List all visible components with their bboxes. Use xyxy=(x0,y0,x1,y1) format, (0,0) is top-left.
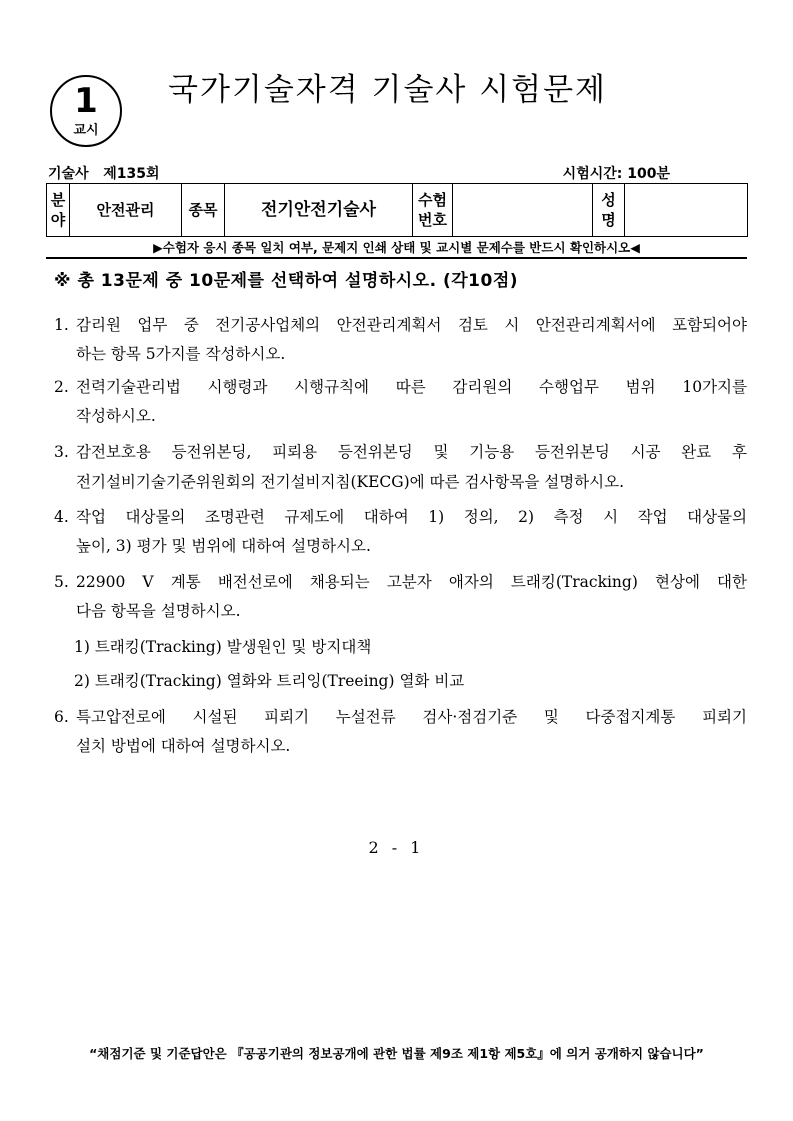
question-1-line2: 하는 항목 5가지를 작성하시오. xyxy=(76,345,286,363)
question-4-number: 4. xyxy=(54,508,69,526)
question-4-line2: 높이, 3) 평가 및 범위에 대하여 설명하시오. xyxy=(76,537,371,555)
question-6-line1: 특고압전로에 시설된 피뢰기 누설전류 검사·점검기준 및 다중접지계통 피뢰기 xyxy=(76,708,747,726)
category-value: 전기안전기술사 xyxy=(225,184,413,237)
field-value: 안전관리 xyxy=(70,184,182,237)
question-2-line1: 전력기술관리법 시행령과 시행규칙에 따른 감리원의 수행업무 범위 10가지를 xyxy=(76,378,747,396)
question-5-sub-2: 2) 트래킹(Tracking) 열화와 트리잉(Treeing) 열화 비교 xyxy=(74,672,465,690)
period-badge xyxy=(50,75,122,147)
question-5-number: 5. xyxy=(54,573,69,591)
question-2-number: 2. xyxy=(54,378,69,396)
question-1-line1: 감리원 업무 중 전기공사업체의 안전관리계획서 검토 시 안전관리계획서에 포함되어야 xyxy=(76,316,747,334)
name-field[interactable] xyxy=(625,184,748,237)
question-6-number: 6. xyxy=(54,708,69,726)
question-5-line1: 22900 V 계통 배전선로에 채용되는 고분자 애자의 트래킹(Tracking) 현상에 대한 xyxy=(76,573,747,591)
question-5-line2: 다음 항목을 설명하시오. xyxy=(76,602,241,620)
page-number: 2 - 1 xyxy=(368,838,425,857)
exam-session: 기술사 제135회 xyxy=(48,166,160,182)
question-5-sub-1: 1) 트래킹(Tracking) 발생원인 및 방지대책 xyxy=(74,638,372,656)
exam-info-table xyxy=(46,183,748,237)
instruction-text: ※ 총 13문제 중 10문제를 선택하여 설명하시오. (각10점) xyxy=(54,271,519,291)
question-3-number: 3. xyxy=(54,443,69,461)
question-2-line2: 작성하시오. xyxy=(76,407,156,425)
question-3-line1: 감전보호용 등전위본딩, 피뢰용 등전위본딩 및 기능용 등전위본딩 시공 완료 후 xyxy=(76,443,747,461)
field-label: 분 야 xyxy=(47,184,70,237)
exam-number-field[interactable] xyxy=(453,184,593,237)
question-3-line2: 전기설비기술기준위원회의 전기설비지침(KECG)에 따른 검사항목을 설명하시오. xyxy=(76,473,625,491)
category-label: 종목 xyxy=(182,184,225,237)
exam-number-label: 수험 번호 xyxy=(413,184,453,237)
notice-banner: ▶수험자 응시 종목 일치 여부, 문제지 인쇄 상태 및 교시별 문제수를 반드시 확인하시오◀ xyxy=(153,240,640,255)
question-1-number: 1. xyxy=(54,316,69,334)
question-6-line2: 설치 방법에 대하여 설명하시오. xyxy=(76,737,291,755)
name-label: 성 명 xyxy=(593,184,625,237)
page-title: 국가기술자격 기술사 시험문제 xyxy=(168,72,608,108)
period-number: 1 xyxy=(74,81,98,121)
divider xyxy=(46,257,747,259)
question-4-line1: 작업 대상물의 조명관련 규제도에 대하여 1) 정의, 2) 측정 시 작업 대상물의 xyxy=(76,508,747,526)
time-limit: 시험시간: 100분 xyxy=(562,166,670,182)
footer-disclaimer: “채점기준 및 기준답안은 『공공기관의 정보공개에 관한 법률 제9조 제1항 제5호』에 의거 공개하지 않습니다” xyxy=(89,1046,704,1061)
period-label: 교시 xyxy=(73,123,99,138)
